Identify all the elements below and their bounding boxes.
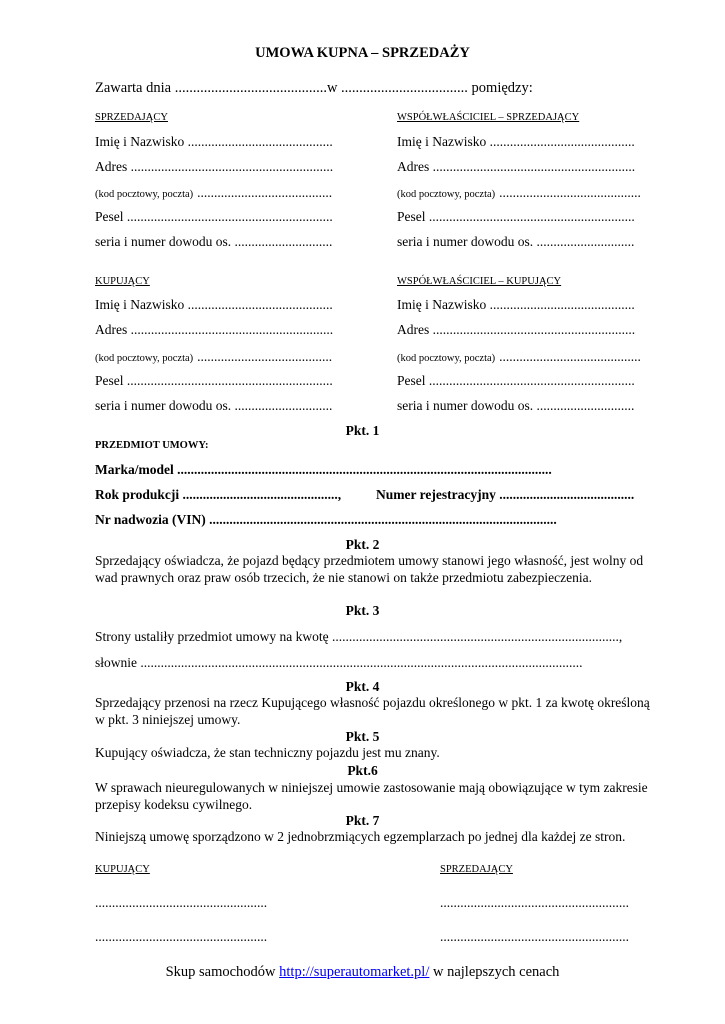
- seller-name-field: Imię i Nazwisko ...........................................: [95, 134, 333, 149]
- footer: [0, 964, 725, 981]
- buyer-address-field: Adres ............................................................: [95, 322, 334, 337]
- footer-link[interactable]: http://superautomarket.pl/: [279, 964, 430, 980]
- co-seller-header: WSPÓŁWŁAŚCICIEL – SPRZEDAJĄCY: [397, 112, 580, 123]
- seller-pesel-field: Pesel .............................................................: [95, 209, 333, 224]
- document-title: UMOWA KUPNA – SPRZEDAŻY: [255, 45, 470, 61]
- co-seller-id-field: seria i numer dowodu os. .............................: [397, 234, 635, 249]
- pkt6-heading: Pkt.6: [347, 763, 378, 778]
- co-seller-name-field: Imię i Nazwisko ...........................................: [397, 134, 635, 149]
- pkt3-heading: Pkt. 3: [345, 603, 380, 618]
- seller-address-field: Adres ............................................................: [95, 159, 334, 174]
- pkt4-text: Sprzedający przenosi na rzecz Kupującego własność pojazdu określonego w pkt. 1 za kwotę określoną w pkt. 3 niniejszej umowy.: [95, 695, 650, 727]
- signature-buyer-line-1: ...................................................: [95, 895, 268, 910]
- pkt1-heading: Pkt. 1: [345, 423, 380, 438]
- seller-id-field: seria i numer dowodu os. .............................: [95, 234, 333, 249]
- co-buyer-address-field: Adres ............................................................: [397, 322, 636, 337]
- pkt5-heading: Pkt. 5: [345, 729, 380, 744]
- co-seller-pesel-field: Pesel .............................................................: [397, 209, 635, 224]
- pkt7-text: Niniejszą umowę sporządzono w 2 jednobrzmiących egzemplarzach po jednej dla każdej ze stron.: [95, 829, 626, 844]
- co-seller-postal-label: (kod pocztowy, poczta): [397, 189, 496, 200]
- pkt7-heading: Pkt. 7: [345, 813, 380, 828]
- make-model-field: Marka/model ...............................................................................................................: [95, 462, 552, 477]
- pkt2-text: Sprzedający oświadcza, że pojazd będący przedmiotem umowy stanowi jego własność, jest wolny od wad prawnych oraz praw osób trzecich, że nie stanowi on także przedmiotu zabezpieczenia.: [95, 553, 644, 585]
- co-seller-postal-dots: ..........................................: [499, 185, 641, 200]
- co-buyer-id-field: seria i numer dowodu os. .............................: [397, 398, 635, 413]
- pkt2-heading: Pkt. 2: [345, 537, 380, 552]
- co-buyer-postal-dots: ..........................................: [499, 349, 641, 364]
- buyer-id-field: seria i numer dowodu os. .............................: [95, 398, 333, 413]
- production-year-field: Rok produkcji ..............................................,: [95, 487, 342, 502]
- pkt6-text: W sprawach nieuregulowanych w niniejszej umowie zastosowanie mają obowiązujące w tym zakresie przepisy kodeksu cywilnego.: [95, 780, 648, 812]
- co-seller-postal-field: [397, 184, 641, 202]
- seller-header: SPRZEDAJĄCY: [95, 112, 168, 123]
- seller-postal-label: (kod pocztowy, poczta): [95, 189, 194, 200]
- pkt4-heading: Pkt. 4: [345, 679, 380, 694]
- buyer-postal-label: (kod pocztowy, poczta): [95, 353, 194, 364]
- buyer-name-field: Imię i Nazwisko ...........................................: [95, 297, 333, 312]
- registration-number-field: Numer rejestracyjny ........................................: [376, 487, 635, 502]
- footer-suffix: w najlepszych cenach: [429, 964, 560, 980]
- footer-prefix: Skup samochodów: [165, 964, 280, 980]
- price-words-field: słownie ...................................................................................................................................: [95, 655, 583, 670]
- seller-postal-dots: ........................................: [197, 185, 333, 200]
- price-amount-field: Strony ustaliły przedmiot umowy na kwotę .....................................................................................,: [95, 629, 623, 644]
- pkt5-text: Kupujący oświadcza, że stan techniczny pojazdu jest mu znany.: [95, 745, 440, 760]
- signature-seller-label: SPRZEDAJĄCY: [440, 864, 513, 875]
- subject-header: PRZEDMIOT UMOWY:: [95, 440, 209, 451]
- signature-seller-line-1: ........................................................: [440, 895, 629, 910]
- buyer-header: KUPUJĄCY: [95, 276, 150, 287]
- signature-seller-line-2: ........................................................: [440, 929, 629, 944]
- co-buyer-postal-field: [397, 348, 641, 366]
- vin-field: Nr nadwozia (VIN) .......................................................................................................: [95, 512, 557, 527]
- signature-buyer-label: KUPUJĄCY: [95, 864, 150, 875]
- contract-intro-line: Zawarta dnia ..........................................w ................................... pomiędzy:: [95, 80, 533, 96]
- co-buyer-postal-label: (kod pocztowy, poczta): [397, 353, 496, 364]
- co-buyer-pesel-field: Pesel .............................................................: [397, 373, 635, 388]
- signature-buyer-line-2: ...................................................: [95, 929, 268, 944]
- seller-postal-field: [95, 184, 332, 202]
- buyer-postal-dots: ........................................: [197, 349, 333, 364]
- co-buyer-header: WSPÓŁWŁAŚCICIEL – KUPUJĄCY: [397, 276, 562, 287]
- co-seller-address-field: Adres ............................................................: [397, 159, 636, 174]
- buyer-pesel-field: Pesel .............................................................: [95, 373, 333, 388]
- buyer-postal-field: [95, 348, 332, 366]
- co-buyer-name-field: Imię i Nazwisko ...........................................: [397, 297, 635, 312]
